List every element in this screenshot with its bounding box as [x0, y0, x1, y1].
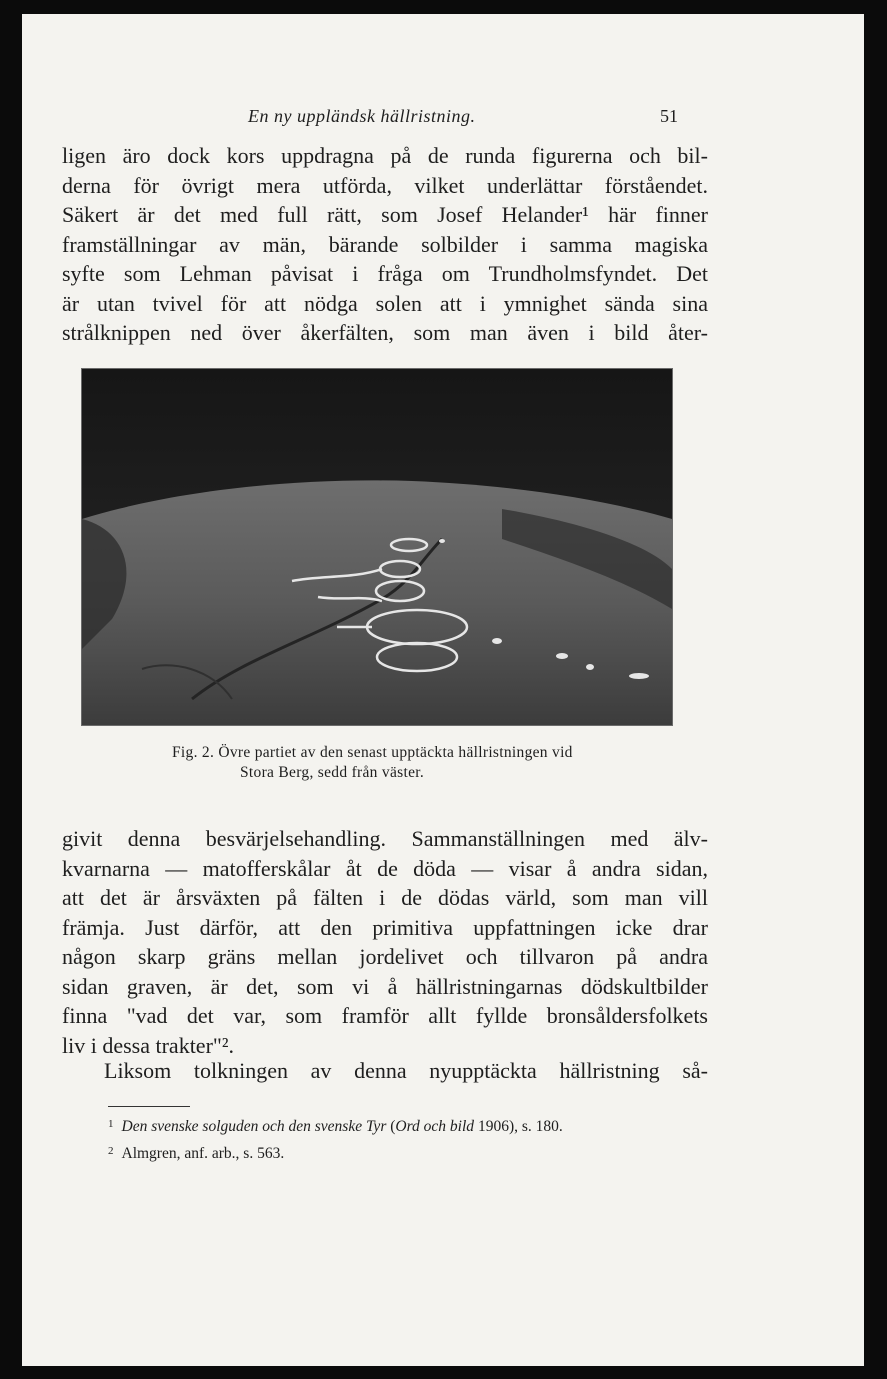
text-line: någon skarp gräns mellan jordelivet och tillvaron på andra — [62, 944, 708, 969]
text-line: Säkert är det med full rätt, som Josef Helander¹ här finner — [62, 202, 708, 227]
paragraph-2 — [62, 824, 708, 1060]
text-line: derna för övrigt mera utförda, vilket underlättar förståendet. — [62, 172, 708, 198]
paragraph-1 — [62, 141, 708, 348]
page-number: 51 — [660, 106, 678, 126]
text-line: är utan tvivel för att nödga solen att i ymnighet sända sina — [62, 290, 708, 316]
footnote-divider — [108, 1106, 190, 1107]
text-line: finna "vad det var, som framför allt fyllde bronsåldersfolkets — [62, 1003, 708, 1028]
text-line: framställningar av män, bärande solbilder i samma magiska — [62, 231, 708, 257]
text-line: att det är årsväxten på fälten i de dödas värld, som man vill — [62, 885, 708, 910]
text-line: ligen äro dock kors uppdragna på de runda figurerna och bil- — [62, 143, 708, 168]
text-line: främja. Just därför, att den primitiva uppfattningen icke drar — [62, 914, 708, 940]
footnote-marker: 1 — [108, 1118, 114, 1130]
caption-line: Övre partiet av den senast upptäckta hällristningen vid — [218, 744, 573, 761]
footnote-text: Almgren, anf. arb., s. 563. — [121, 1145, 285, 1162]
footnote-2 — [108, 1145, 284, 1163]
footnote-1: $^1$ Den svenske solguden och den svenske Tyr (Ord och bild 1906), s. 180. — [108, 1118, 563, 1135]
text-line: kvarnarna — matofferskålar åt de döda — visar å andra sidan, — [62, 855, 708, 881]
paragraph-3 — [62, 1056, 708, 1086]
figure-caption — [172, 743, 672, 783]
photo-illustration — [82, 369, 672, 725]
running-header — [22, 106, 864, 132]
text-line: sidan graven, är det, som vi å hällristningarnas dödskultbilder — [62, 973, 708, 999]
text-line: Liksom tolkningen av denna nyupptäckta hällristning så- — [104, 1058, 708, 1083]
footnote-title: Den svenske solguden och den svenske Tyr — [121, 1118, 387, 1135]
text-line: strålknippen ned över åkerfälten, som man även i bild åter- — [62, 320, 708, 345]
footnote-source: Ord och bild — [395, 1118, 475, 1135]
text-line: liv i dessa trakter"². — [62, 1032, 234, 1058]
footnote-marker: 2 — [108, 1145, 114, 1157]
text-line: givit denna besvärjelsehandling. Sammanställningen med älv- — [62, 826, 708, 851]
text-line: syfte som Lehman påvisat i fråga om Trundholmsfyndet. Det — [62, 261, 708, 286]
running-title: En ny uppländsk hällristning. — [248, 106, 476, 126]
figure-label: Fig. 2. — [172, 744, 215, 761]
footnote-rest: 1906), s. 180. — [477, 1118, 563, 1135]
book-page — [22, 14, 864, 1366]
rock-carving-photograph — [81, 368, 673, 726]
caption-line: Stora Berg, sedd från väster. — [240, 764, 425, 781]
